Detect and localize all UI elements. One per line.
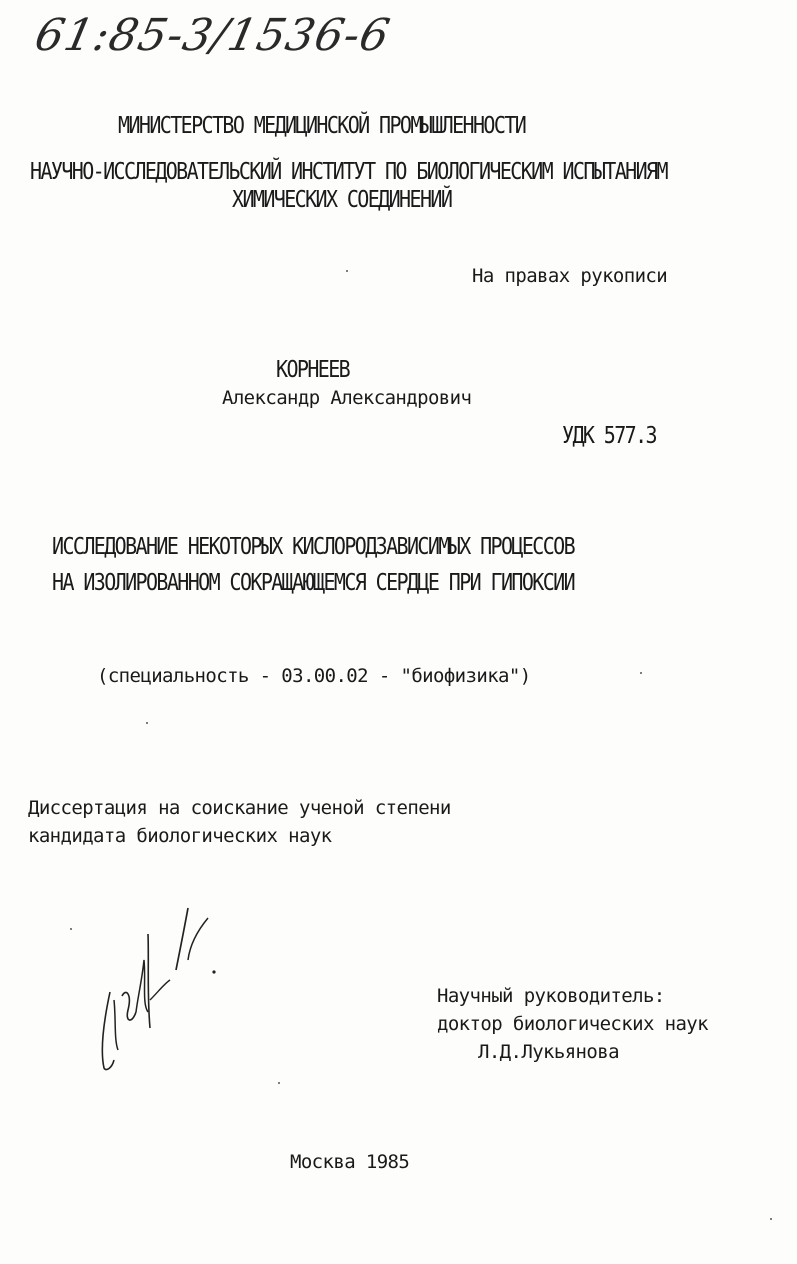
paper-speck [346, 270, 348, 272]
paper-speck [278, 1082, 280, 1084]
thesis-title-line2: НА ИЗОЛИРОВАННОМ СОКРАЩАЮЩЕМСЯ СЕРДЦЕ ПРИ ГИПОКСИИ [52, 568, 575, 596]
paper-speck [770, 1218, 772, 1220]
dissertation-line1: Диссертация на соискание ученой степени [28, 797, 451, 819]
city-year: Москва 1985 [290, 1151, 410, 1173]
manuscript-rights-note: На правах рукописи [472, 265, 668, 287]
supervisor-name: Л.Д.Лукьянова [478, 1041, 619, 1063]
paper-speck [640, 672, 642, 674]
paper-speck [146, 722, 148, 724]
udc-code: УДК 577.3 [562, 421, 656, 449]
paper-speck [70, 928, 72, 930]
author-surname: КОРНЕЕВ [276, 355, 350, 383]
author-name: Александр Александрович [222, 387, 472, 409]
institute-heading-line1: НАУЧНО-ИССЛЕДОВАТЕЛЬСКИЙ ИНСТИТУТ ПО БИОЛОГИЧЕСКИМ ИСПЫТАНИЯМ [30, 157, 667, 185]
ministry-heading: МИНИСТЕРСТВО МЕДИЦИНСКОЙ ПРОМЫШЛЕННОСТИ [118, 111, 526, 139]
supervisor-degree: доктор биологических наук [437, 1013, 708, 1035]
archive-code-handwritten: 61:85-3/1536-6 [30, 10, 395, 61]
specialty-line: (специальность - 03.00.02 - "биофизика") [97, 665, 531, 687]
dissertation-line2: кандидата биологических наук [28, 825, 332, 847]
thesis-title-line1: ИССЛЕДОВАНИЕ НЕКОТОРЫХ КИСЛОРОДЗАВИСИМЫХ ПРОЦЕССОВ [52, 532, 575, 560]
institute-heading-line2: ХИМИЧЕСКИХ СОЕДИНЕНИЙ [232, 185, 452, 213]
author-signature [92, 900, 232, 1075]
supervisor-label: Научный руководитель: [437, 985, 665, 1007]
